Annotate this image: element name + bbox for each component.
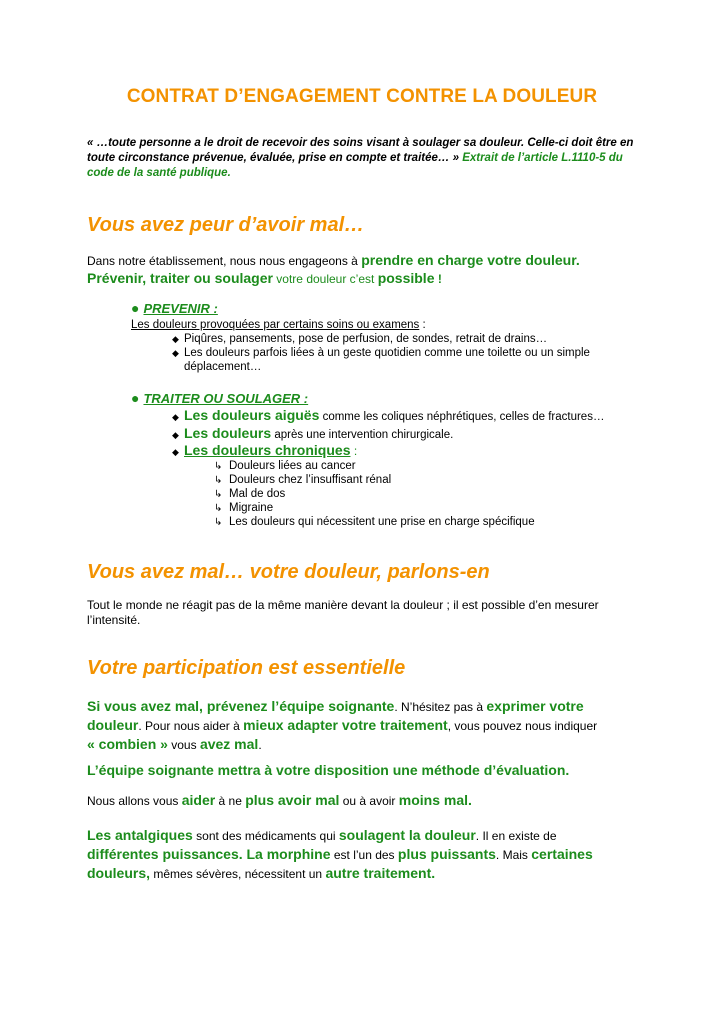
prevenir-label: PREVENIR : (143, 301, 218, 316)
diamond-bullet-icon: ◆ (172, 412, 179, 422)
section-heading-participation: Votre participation est essentielle (87, 657, 406, 679)
list-item (172, 346, 642, 360)
list-item (172, 426, 642, 442)
text-span: . Il en existe de (475, 829, 557, 843)
emphasis-span: prendre en charge votre douleur. (361, 252, 580, 268)
diamond-bullet-icon: ◆ (172, 348, 179, 358)
emphasis-span: exprimer votre (486, 698, 584, 714)
prevenir-heading (131, 300, 218, 316)
text-span: . Mais (495, 848, 532, 862)
sub-list-item-text: Migraine (229, 502, 274, 514)
emphasis-span: Les douleurs aiguës (184, 407, 320, 423)
diamond-bullet-icon: ◆ (172, 447, 179, 457)
text-span: ou à avoir (339, 794, 399, 808)
antalgiques-paragraph (87, 826, 647, 883)
emphasis-span: L’équipe soignante mettra à votre disposition une méthode d’évaluation. (87, 762, 570, 778)
sub-list-item (214, 487, 285, 502)
emphasis-span: plus puissants (397, 846, 496, 862)
emphasis-span: Les douleurs chroniques (184, 442, 351, 458)
text-span: à ne (215, 794, 246, 808)
text-span: Tout le monde ne réagit pas de la même manière devant la douleur ; il est possible d’en mesurer (87, 598, 599, 612)
text-span: . Pour nous aider à (138, 719, 244, 733)
sub-list-item-text: Douleurs liées au cancer (229, 460, 356, 472)
legal-quote (87, 136, 647, 181)
traiter-label: TRAITER OU SOULAGER : (143, 391, 309, 406)
diamond-bullet-icon: ◆ (172, 430, 179, 440)
emphasis-span: ! (434, 272, 442, 286)
emphasis-span: mieux adapter votre traitement (243, 717, 448, 733)
emphasis-span: Si vous avez mal, prévenez l’équipe soignante (87, 698, 395, 714)
emphasis-span: Prévenir, traiter ou soulager (87, 270, 273, 286)
evaluation-paragraph (87, 763, 647, 779)
text-span: vous (167, 738, 200, 752)
list-item-continuation: déplacement… (184, 361, 262, 373)
emphasis-span: soulagent la douleur (338, 827, 476, 843)
list-item-text: : (350, 444, 358, 458)
sub-list-item (214, 501, 273, 516)
emphasis-span: moins mal. (398, 792, 472, 808)
emphasis-span: autre traitement. (325, 865, 436, 881)
text-span: est l’un des (330, 848, 398, 862)
list-item-text: après une intervention chirurgicale. (271, 429, 454, 441)
bullet-dot-icon: ● (131, 390, 140, 406)
intensity-paragraph (87, 598, 647, 628)
prevenir-intro (131, 318, 426, 332)
text-span: . N’hésitez pas à (394, 700, 487, 714)
text-span: l’intensité. (87, 613, 141, 627)
section-heading-parlons: Vous avez mal… votre douleur, parlons-en (87, 561, 490, 583)
list-item-text: comme les coliques néphrétiques, celles de fractures… (319, 411, 605, 423)
emphasis-span: aider (181, 792, 216, 808)
list-item (172, 332, 642, 346)
list-item-text: Les douleurs parfois liées à un geste quotidien comme une toilette ou un simple (184, 347, 590, 359)
sub-list-item-text: Mal de dos (229, 488, 286, 500)
document-title: CONTRAT D’ENGAGEMENT CONTRE LA DOULEUR (126, 86, 598, 107)
arrow-bullet-icon: ↳ (214, 475, 223, 486)
text-span: Dans notre établissement, nous nous engageons à (87, 254, 362, 268)
emphasis-span: Les antalgiques (87, 827, 193, 843)
traiter-heading (131, 390, 308, 406)
participation-paragraph (87, 697, 647, 754)
sub-list-item-text: Douleurs chez l’insuffisant rénal (229, 474, 392, 486)
arrow-bullet-icon: ↳ (214, 489, 223, 500)
prevenir-intro-suffix: : (419, 319, 426, 331)
emphasis-span: possible (377, 270, 435, 286)
sub-list-item (214, 459, 356, 474)
diamond-bullet-icon: ◆ (172, 334, 179, 344)
emphasis-span: « combien » (87, 736, 168, 752)
arrow-bullet-icon: ↳ (214, 503, 223, 514)
emphasis-span: douleurs, (87, 865, 151, 881)
emphasis-span: Les douleurs (184, 425, 272, 441)
section-heading-peur: Vous avez peur d’avoir mal… (87, 214, 365, 236)
bullet-dot-icon: ● (131, 300, 140, 316)
emphasis-span: douleur (87, 717, 139, 733)
arrow-bullet-icon: ↳ (214, 517, 223, 528)
prevenir-intro-text: Les douleurs provoquées par certains soins ou examens (131, 319, 420, 331)
text-span: , vous pouvez nous indiquer (447, 719, 598, 733)
sub-list-item (214, 515, 535, 530)
emphasis-span: différentes puissances. La morphine (87, 846, 331, 862)
arrow-bullet-icon: ↳ (214, 461, 223, 472)
list-item (172, 408, 642, 424)
engagement-paragraph (87, 252, 647, 288)
emphasis-span: avez mal (199, 736, 259, 752)
emphasis-span: plus avoir mal (245, 792, 340, 808)
text-span: sont des médicaments qui (192, 829, 339, 843)
text-span: mêmes sévères, nécessitent un (150, 867, 326, 881)
text-span: Nous allons vous (87, 794, 182, 808)
aide-paragraph (87, 793, 647, 809)
list-item (172, 443, 642, 459)
emphasis-span: certaines (531, 846, 593, 862)
text-span: . (258, 738, 262, 752)
quote-source: Extrait de l’article L.1110-5 du code de la santé publique. (87, 152, 623, 179)
text-span: votre douleur c’est (272, 272, 378, 286)
sub-list-item (214, 473, 391, 488)
quote-text: « …toute personne a le droit de recevoir des soins visant à soulager sa douleur. Celle-ci doit être en toute circonstance prévenue, évaluée, prise en compte et traitée… » (87, 137, 634, 164)
sub-list-item-text: Les douleurs qui nécessitent une prise en charge spécifique (229, 516, 535, 528)
list-item-text: Piqûres, pansements, pose de perfusion, de sondes, retrait de drains… (184, 333, 548, 345)
